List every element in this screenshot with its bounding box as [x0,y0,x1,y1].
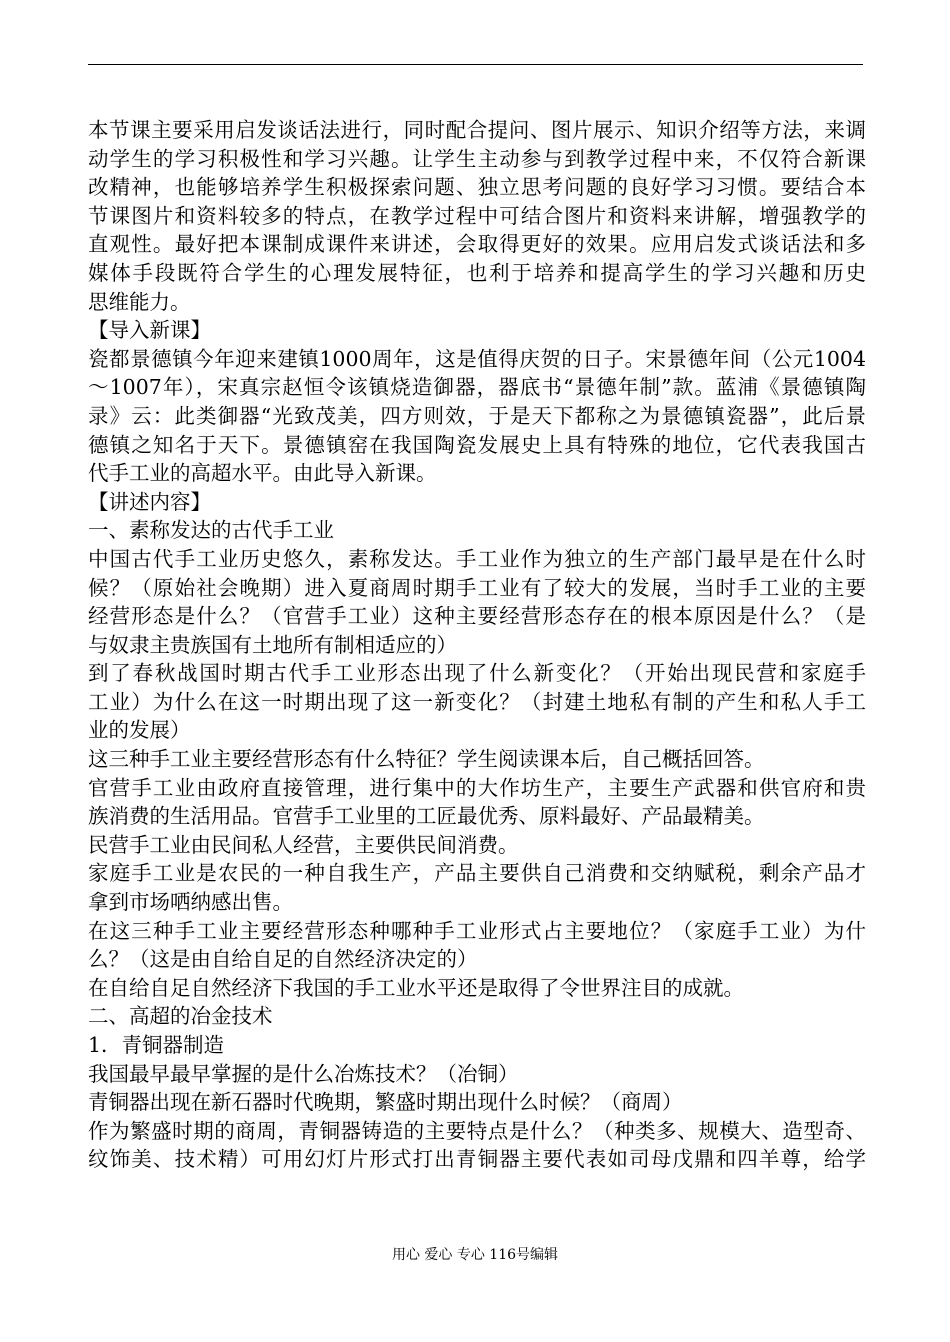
text-line: 候？（原始社会晚期）进入夏商周时期手工业有了较大的发展，当时手工业的主要 [88,575,866,600]
text-line: 节课图片和资料较多的特点，在教学过程中可结合图片和资料来讲解，增强教学的 [88,203,866,228]
text-line: 这三种手工业主要经营形态有什么特征？学生阅读课本后，自己概括回答。 [88,747,765,772]
text-line: 么？（这是由自给自足的自然经济决定的） [88,947,478,972]
text-line: 改精神，也能够培养学生积极探索问题、独立思考问题的良好学习习惯。要结合本 [88,175,866,200]
text-line: 在这三种手工业主要经营形态种哪种手工业形式占主要地位？（家庭手工业）为什 [88,918,866,943]
text-line: 经营形态是什么？（官营手工业）这种主要经营形态存在的根本原因是什么？（是 [88,604,866,629]
text-line: ～1007年），宋真宗赵恒令该镇烧造御器，器底书“景德年制”款。蓝浦《景德镇陶 [88,375,866,400]
text-line: 族消费的生活用品。官营手工业里的工匠最优秀、原料最好、产品最精美。 [88,804,765,829]
page-footer: 用心 爱心 专心 116号编辑 [391,1247,559,1263]
text-line: 拿到市场哂纳感出售。 [88,890,293,915]
text-line: 官营手工业由政府直接管理，进行集中的大作坊生产，主要生产武器和供官府和贵 [88,775,866,800]
text-line: 家庭手工业是农民的一种自我生产，产品主要供自己消费和交纳赋税，剩余产品才 [88,861,866,886]
text-line: 业的发展） [88,718,191,743]
text-line: 本节课主要采用启发谈话法进行，同时配合提问、图片展示、知识介绍等方法，来调 [88,118,866,142]
text-line: 民营手工业由民间私人经营，主要供民间消费。 [88,832,519,857]
text-line: 动学生的学习积极性和学习兴趣。让学生主动参与到教学过程中来，不仅符合新课 [88,146,866,171]
text-line: 媒体手段既符合学生的心理发展特征，也利于培养和提高学生的学习兴趣和历史 [88,260,866,285]
text-line: 青铜器出现在新石器时代晚期，繁盛时期出现什么时候？（商周） [88,1090,683,1115]
text-line: 1．青铜器制造 [88,1033,225,1057]
text-line: 在自给自足自然经济下我国的手工业水平还是取得了令世界注目的成就。 [88,975,744,1000]
text-line: 中国古代手工业历史悠久，素称发达。手工业作为独立的生产部门最早是在什么时 [88,546,866,571]
text-line: 一、素称发达的古代手工业 [88,518,334,543]
text-line: 【讲述内容】 [88,489,211,514]
text-line: 纹饰美、技术精）可用幻灯片形式打出青铜器主要代表如司母戊鼎和四羊尊，给学 [88,1147,866,1172]
text-line: 我国最早最早掌握的是什么冶炼技术？（冶铜） [88,1061,519,1086]
text-line: 与奴隶主贵族国有土地所有制相适应的） [88,632,457,657]
header-rule [88,64,863,65]
text-line: 到了春秋战国时期古代手工业形态出现了什么新变化？（开始出现民营和家庭手 [88,661,866,686]
text-line: 瓷都景德镇今年迎来建镇1000周年，这是值得庆贺的日子。宋景德年间（公元1004 [88,346,866,371]
text-line: 直观性。最好把本课制成课件来讲述，会取得更好的效果。应用启发式谈话法和多 [88,232,866,257]
text-line: 德镇之知名于天下。景德镇窑在我国陶瓷发展史上具有特殊的地位，它代表我国古 [88,432,866,457]
text-line: 录》云：此类御器“光致茂美，四方则效，于是天下都称之为景德镇瓷器”，此后景 [88,403,866,428]
text-line: 工业）为什么在这一时期出现了这一新变化？（封建土地私有制的产生和私人手工 [88,689,866,714]
text-line: 作为繁盛时期的商周，青铜器铸造的主要特点是什么？（种类多、规模大、造型奇、 [88,1118,866,1143]
document-body [88,116,866,1174]
text-line: 二、高超的冶金技术 [88,1004,273,1029]
text-line: 代手工业的高超水平。由此导入新课。 [88,461,437,486]
text-line: 【导入新课】 [88,318,211,343]
text-line: 思维能力。 [88,289,191,314]
